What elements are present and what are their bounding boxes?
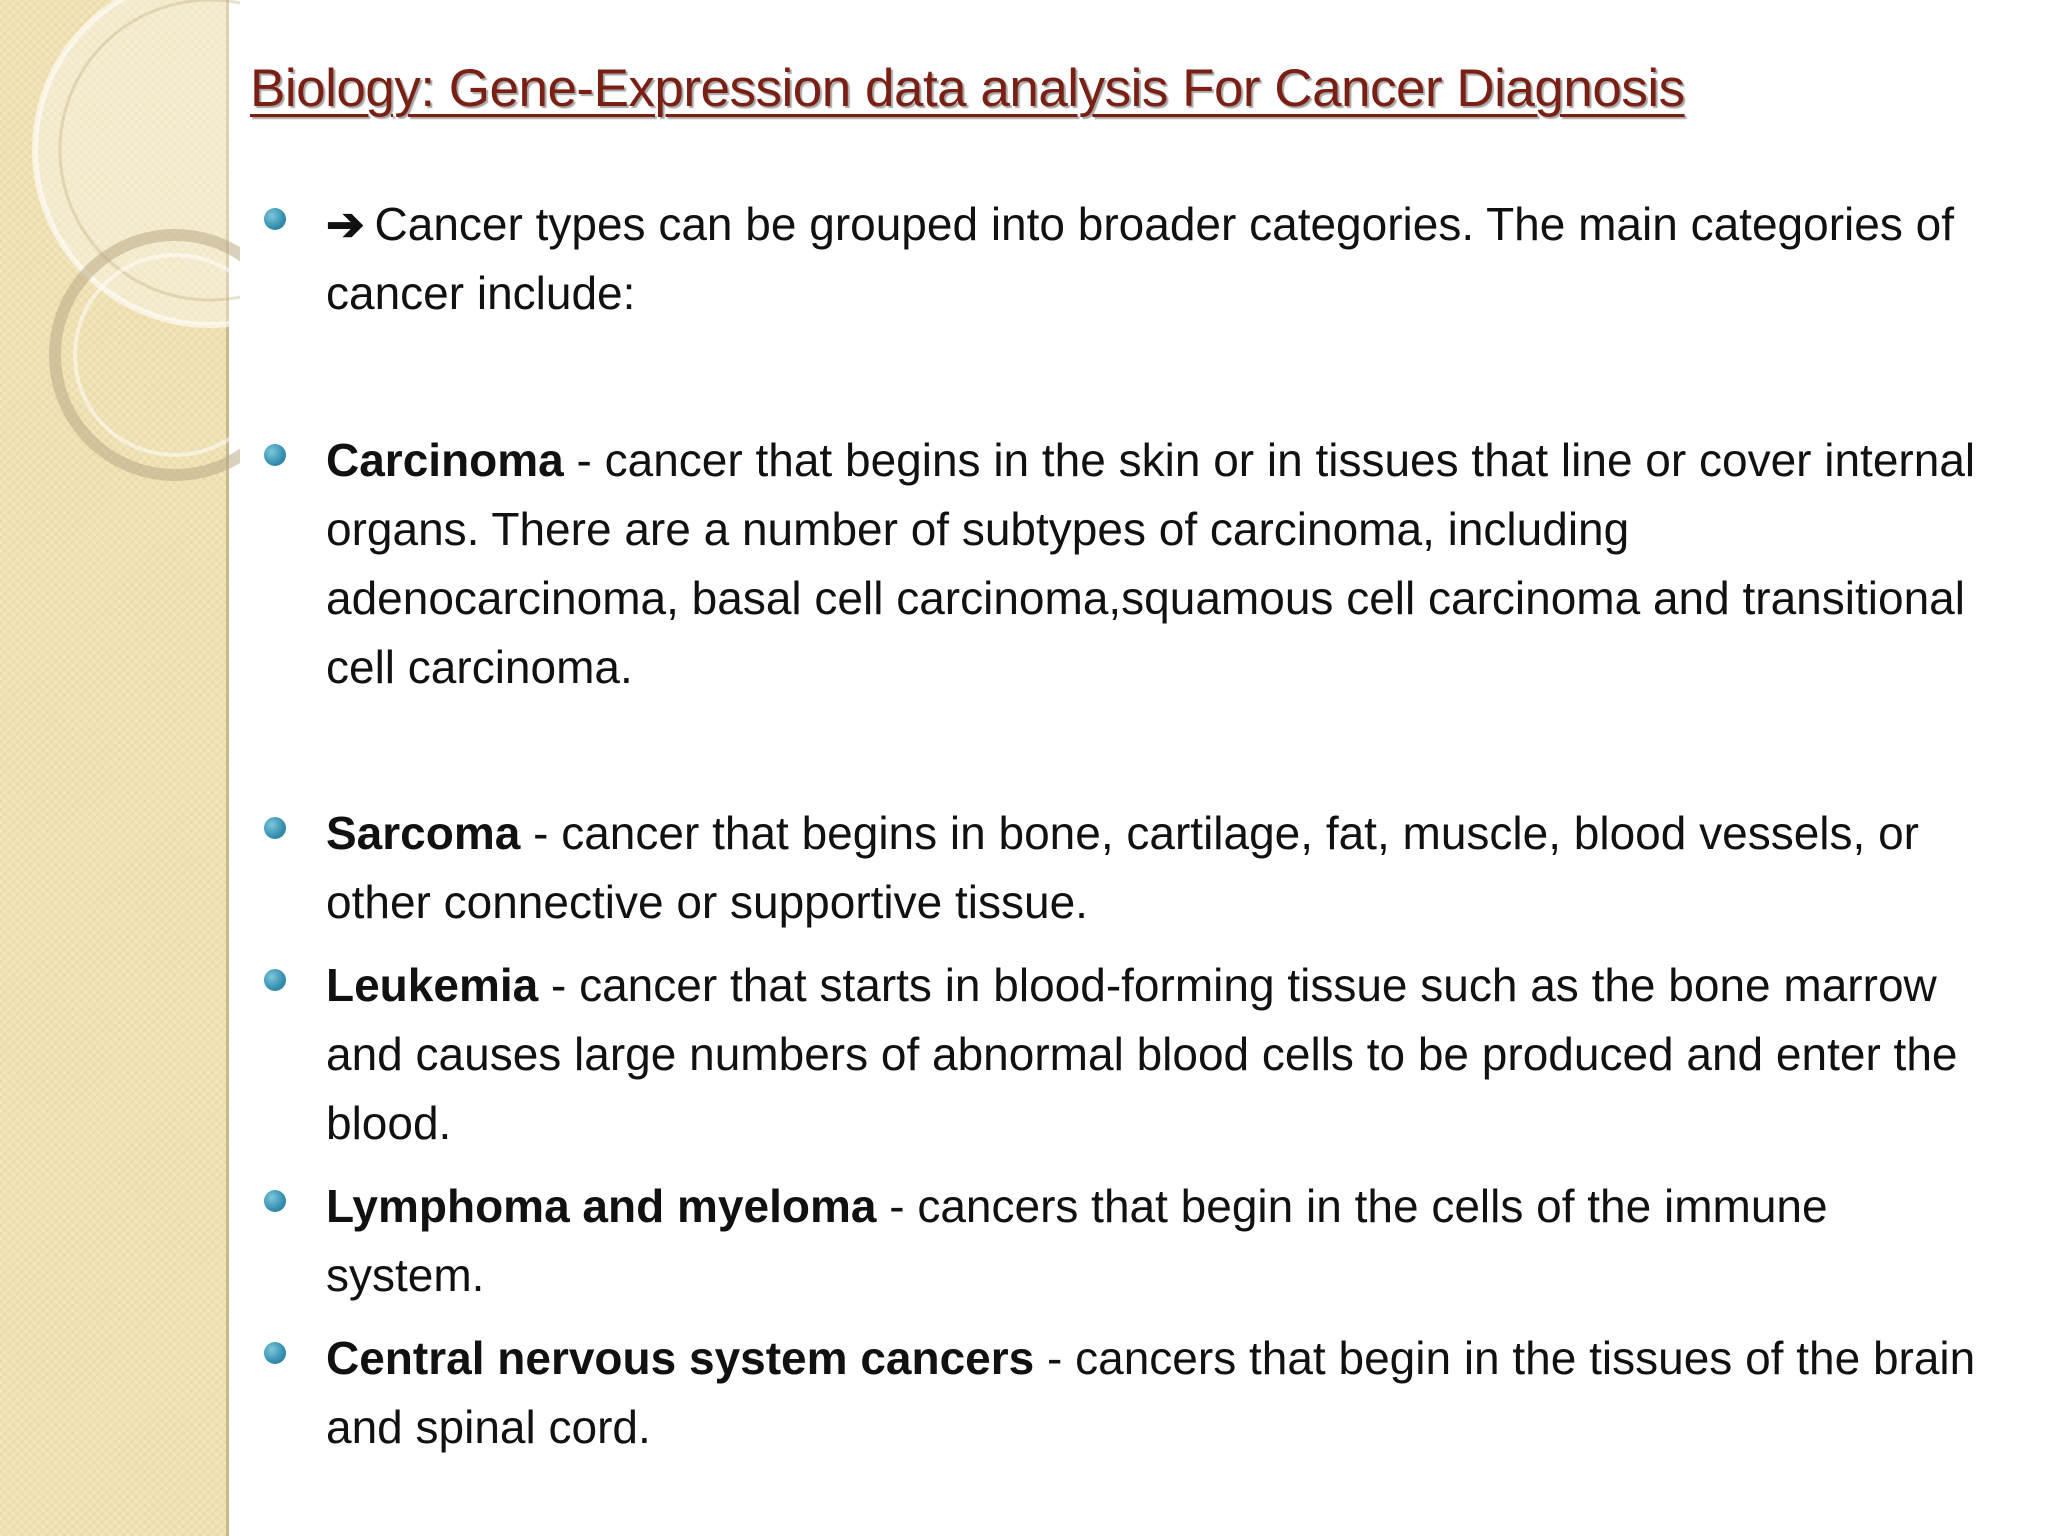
slide-title: Biology: Gene-Expression data analysis For Cancer Diagnosis <box>250 59 1685 118</box>
term-sarcoma: Sarcoma <box>326 807 521 859</box>
bullet-dot-icon <box>264 208 286 230</box>
list-item-leukemia <box>264 951 1984 1158</box>
description-sarcoma: - cancer that begins in bone, cartilage, fat, muscle, blood vessels, or other connective or supportive tissue. <box>326 807 1919 928</box>
bullet-dot-icon <box>264 1190 286 1212</box>
description-leukemia: - cancer that starts in blood-forming tissue such as the bone marrow and causes large numbers of abnormal blood cells to be produced and enter the blood. <box>326 959 1958 1149</box>
description-carcinoma: - cancer that begins in the skin or in tissues that line or cover internal organs. There are a number of subtypes of carcinoma, including adenocarcinoma, basal cell carcinoma,squamous cell carcinoma and transitional cell carcinoma. <box>326 434 1976 693</box>
bullet-list <box>264 190 1984 1462</box>
term-leukemia: Leukemia <box>326 959 539 1011</box>
term-lymphoma-myeloma: Lymphoma and myeloma <box>326 1180 877 1232</box>
list-item-carcinoma <box>264 426 1984 702</box>
list-item-lymphoma-myeloma <box>264 1172 1984 1310</box>
list-item-sarcoma <box>264 799 1984 937</box>
bullet-dot-icon <box>264 817 286 839</box>
intro-bullet <box>264 190 1984 328</box>
term-carcinoma: Carcinoma <box>326 434 564 486</box>
decorative-swirl <box>0 0 240 520</box>
list-item-cns-cancers <box>264 1324 1984 1462</box>
term-cns-cancers: Central nervous system cancers <box>326 1332 1035 1384</box>
description-lymphoma-myeloma: - cancers that begin in the cells of the immune system. <box>326 1180 1828 1301</box>
bullet-dot-icon <box>264 1342 286 1364</box>
description-cns-cancers: - cancers that begin in the tissues of the brain and spinal cord. <box>326 1332 1976 1453</box>
bullet-dot-icon <box>264 444 286 466</box>
arrow-right-icon: ➔ <box>326 198 365 250</box>
bullet-dot-icon <box>264 969 286 991</box>
intro-text: Cancer types can be grouped into broader categories. The main categories of cancer include: <box>326 198 1954 319</box>
